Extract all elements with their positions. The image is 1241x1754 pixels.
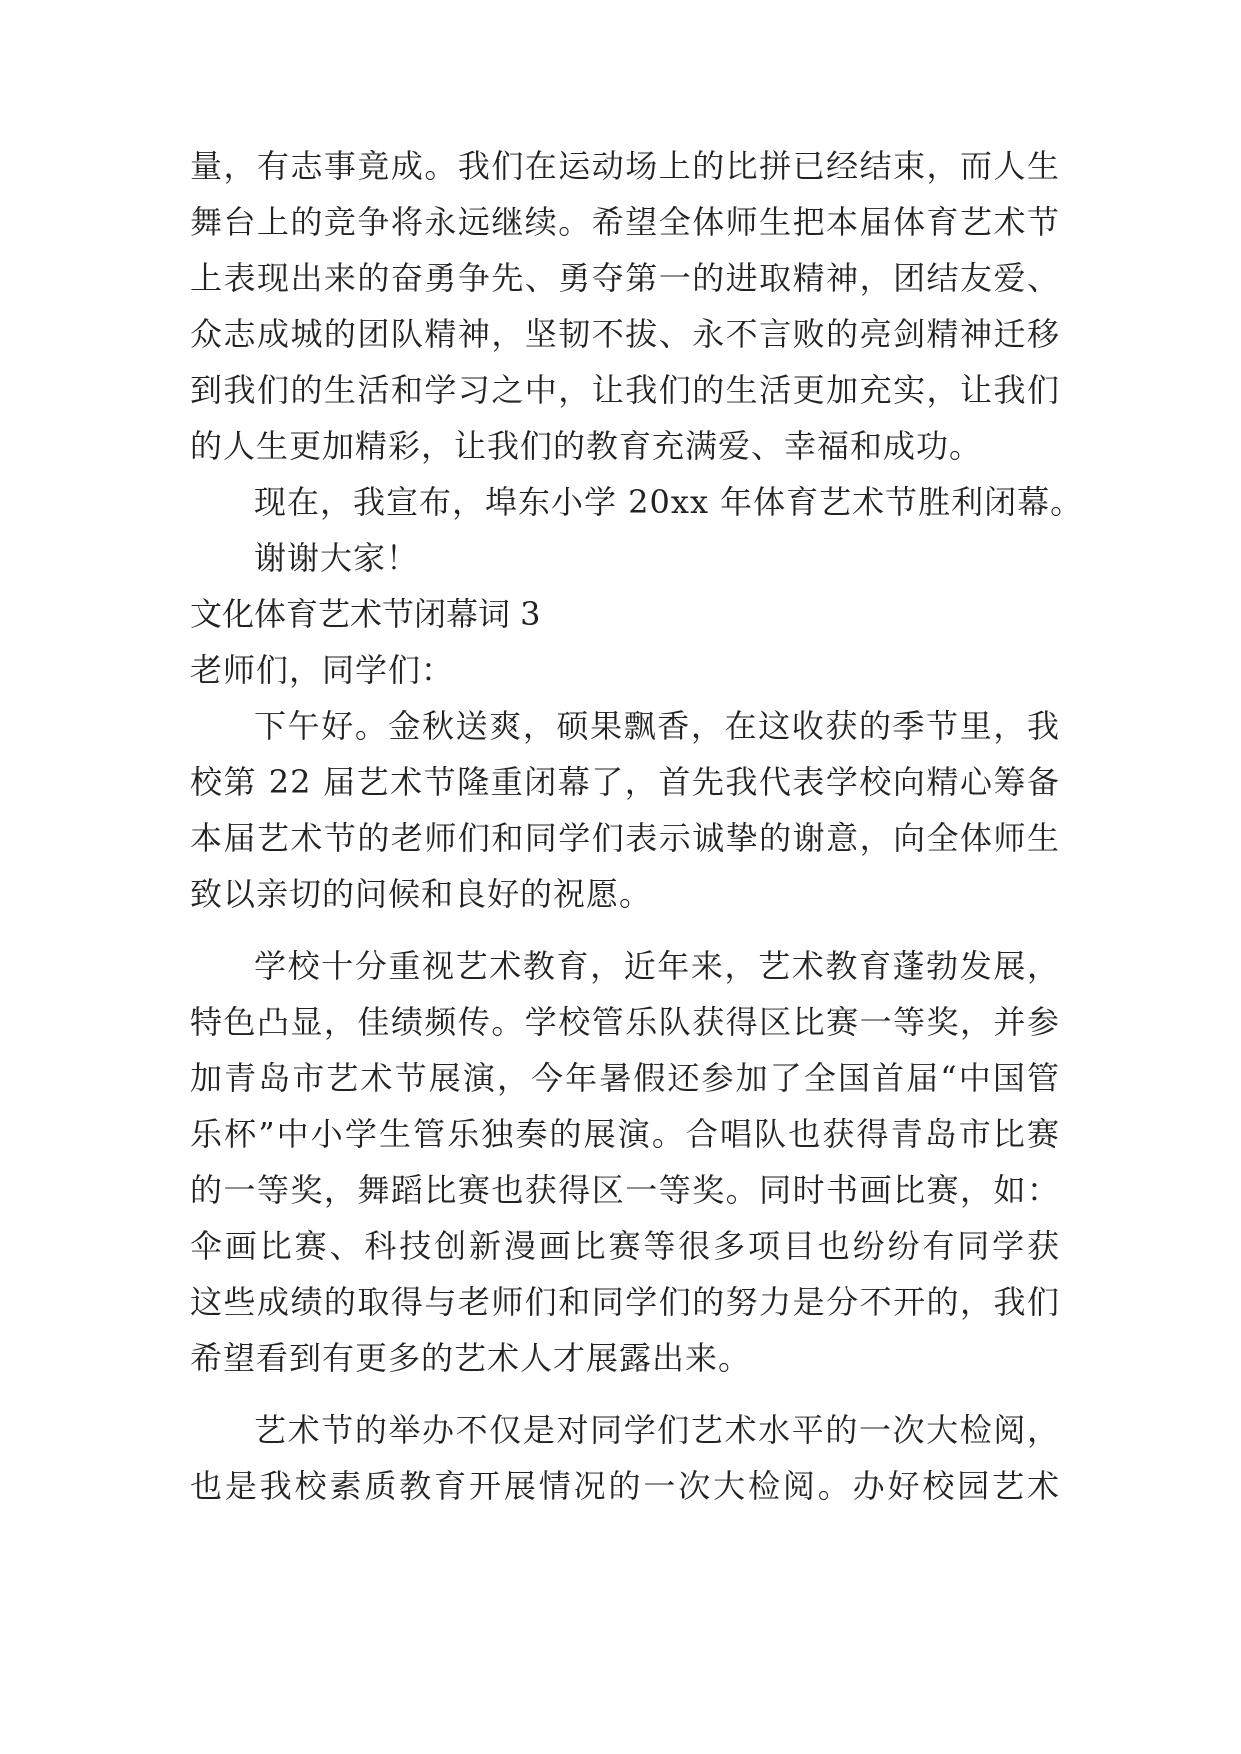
text-line: 特色凸显，佳绩频传。学校管乐队获得区比赛一等奖，并参 bbox=[190, 1003, 1060, 1041]
text-line: 学校十分重视艺术教育，近年来，艺术教育蓬勃发展， bbox=[254, 947, 1060, 985]
text-line: 量，有志事竟成。我们在运动场上的比拼已经结束，而人生 bbox=[190, 147, 1060, 185]
text-line: 上表现出来的奋勇争先、勇夺第一的进取精神，团结友爱、 bbox=[190, 259, 1060, 297]
text-line: 到我们的生活和学习之中，让我们的生活更加充实，让我们 bbox=[190, 371, 1060, 409]
text-line: 加青岛市艺术节展演，今年暑假还参加了全国首届“中国管 bbox=[190, 1059, 1060, 1097]
text-line: 乐杯”中小学生管乐独奏的展演。合唱队也获得青岛市比赛 bbox=[190, 1115, 1060, 1153]
text-line: 也是我校素质教育开展情况的一次大检阅。办好校园艺术 bbox=[190, 1467, 1060, 1505]
text-line: 谢谢大家！ bbox=[254, 539, 420, 577]
text-line: 的人生更加精彩，让我们的教育充满爱、幸福和成功。 bbox=[190, 427, 983, 465]
text-line: 本届艺术节的老师们和同学们表示诚挚的谢意，向全体师生 bbox=[190, 819, 1060, 857]
text-line: 现在，我宣布，埠东小学 20xx 年体育艺术节胜利闭幕。 bbox=[254, 483, 1084, 521]
text-line: 这些成绩的取得与老师们和同学们的努力是分不开的，我们 bbox=[190, 1283, 1060, 1321]
text-line: 校第 22 届艺术节隆重闭幕了，首先我代表学校向精心筹备 bbox=[190, 763, 1060, 801]
text-line: 伞画比赛、科技创新漫画比赛等很多项目也纷纷有同学获 bbox=[190, 1227, 1060, 1265]
text-line: 艺术节的举办不仅是对同学们艺术水平的一次大检阅， bbox=[254, 1411, 1060, 1449]
text-line: 众志成城的团队精神，坚韧不拔、永不言败的亮剑精神迁移 bbox=[190, 315, 1060, 353]
text-line: 舞台上的竞争将永远继续。希望全体师生把本届体育艺术节 bbox=[190, 203, 1060, 241]
text-line: 的一等奖，舞蹈比赛也获得区一等奖。同时书画比赛，如： bbox=[190, 1171, 1060, 1209]
section-heading: 文化体育艺术节闭幕词 3 bbox=[190, 595, 541, 633]
text-line: 致以亲切的问候和良好的祝愿。 bbox=[190, 875, 653, 913]
text-line: 希望看到有更多的艺术人才展露出来。 bbox=[190, 1339, 752, 1377]
text-line: 下午好。金秋送爽，硕果飘香，在这收获的季节里，我 bbox=[254, 707, 1060, 745]
salutation: 老师们，同学们： bbox=[190, 651, 455, 689]
